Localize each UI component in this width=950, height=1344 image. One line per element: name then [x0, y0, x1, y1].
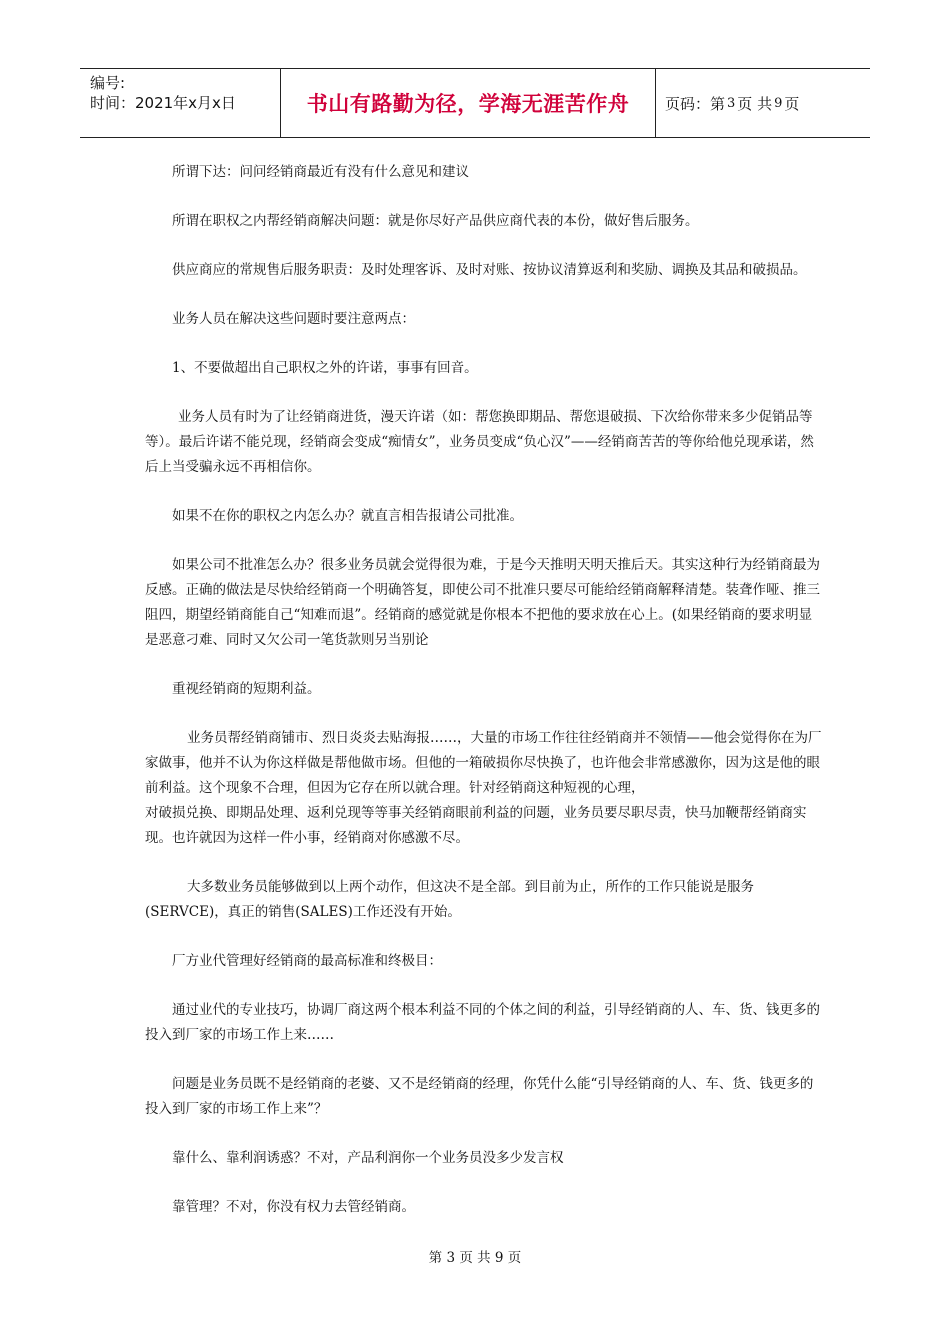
page-prefix: 页码：第 — [665, 94, 726, 113]
paragraph: 厂方业代管理好经销商的最高标准和终极目： — [172, 953, 442, 969]
paragraph: 重视经销商的短期利益。 — [172, 681, 321, 697]
paragraph: 供应商应的常规售后服务职责：及时处理客诉、及时对账、按协议清算返利和奖励、调换及其品和破损品。 — [172, 262, 807, 278]
page-mid: 页 共 — [737, 94, 773, 113]
paragraph: 大多数业务员能够做到以上两个动作，但这决不是全部。到目前为止，所作的工作只能说是服务(SERVCE)，真正的销售(SALES)工作还没有开始。 — [145, 879, 754, 920]
header-motto-cell — [281, 69, 656, 137]
paragraph: 通过业代的专业技巧，协调厂商这两个根本利益不同的个体之间的利益，引导经销商的人、车、货、钱更多的投入到厂家的市场工作上来…… — [145, 1002, 820, 1043]
paragraph: 业务人员在解决这些问题时要注意两点： — [172, 311, 415, 327]
paragraph: 所谓在职权之内帮经销商解决问题：就是你尽好产品供应商代表的本份，做好售后服务。 — [172, 213, 699, 229]
paragraph: 业务人员有时为了让经销商进货，漫天许诺（如：帮您换即期品、帮您退破损、下次给你带来多少促销品等等）。最后许诺不能兑现，经销商会变成“痴情女”，业务员变成“负心汉”——经销商苦苦的等你给他兑现承诺，然后上当受骗永远不再相信你。 — [145, 409, 814, 475]
paragraph: 1、不要做超出自己职权之外的许诺，事事有回音。 — [172, 360, 478, 376]
paragraph: 如果不在你的职权之内怎么办？就直言相告报请公司批准。 — [172, 508, 523, 524]
paragraph: 对破损兑换、即期品处理、返利兑现等等事关经销商眼前利益的问题，业务员要尽职尽责，快马加鞭帮经销商实现。也许就因为这样一件小事，经销商对你感激不尽。 — [145, 805, 807, 846]
paragraph: 靠管理？不对，你没有权力去管经销商。 — [172, 1199, 415, 1215]
header-motto: 书山有路勤为径，学海无涯苦作舟 — [306, 92, 630, 116]
page-header — [80, 68, 870, 138]
header-page-indicator — [656, 69, 870, 137]
page-total: 9 — [774, 95, 783, 111]
paragraph: 业务员帮经销商铺市、烈日炎炎去贴海报……，大量的市场工作往往经销商并不领情——他会觉得你在为厂家做事，他并不认为你这样做是帮他做市场。但他的一箱破损你尽快换了，也许他会非常感激你，因为这是他的眼前利益。这个现象不合理，但因为它存在所以就合理。针对经销商这种短视的心理， — [145, 730, 822, 796]
document-number-label: 编号: — [90, 74, 126, 92]
paragraph: 如果公司不批准怎么办？很多业务员就会觉得很为难，于是今天推明天明天推后天。其实这种行为经销商最为反感。正确的做法是尽快给经销商一个明确答复，即使公司不批准只要尽可能给经销商解释清楚。装聋作哑、推三阻四，期望经销商能自己“知难而退”。经销商的感觉就是你根本不把他的要求放在心上。(如果经销商的要求明显是恶意刁难、同时又欠公司一笔货款则另当别论 — [145, 557, 820, 648]
paragraph: 所谓下达：问问经销商最近有没有什么意见和建议 — [172, 164, 469, 180]
page-footer: 第 3 页 共 9 页 — [428, 1250, 522, 1266]
document-body — [145, 160, 825, 1220]
header-meta — [80, 69, 281, 137]
document-date: 时间：2021年x月x日 — [90, 94, 236, 112]
paragraph: 靠什么、靠利润诱惑？不对，产品利润你一个业务员没多少发言权 — [172, 1150, 564, 1166]
page-suffix: 页 — [784, 94, 800, 113]
page-current: 3 — [727, 95, 736, 111]
paragraph: 问题是业务员既不是经销商的老婆、又不是经销商的经理，你凭什么能“引导经销商的人、车、货、钱更多的投入到厂家的市场工作上来”？ — [145, 1076, 814, 1117]
